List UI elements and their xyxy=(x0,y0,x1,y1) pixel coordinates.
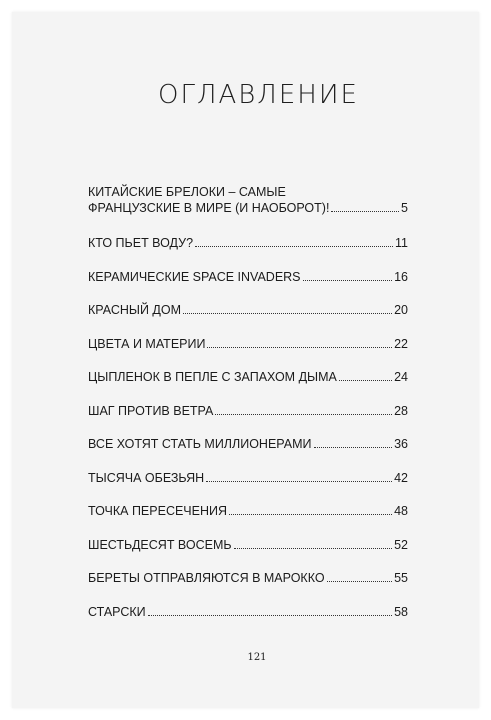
toc-entry-page: 16 xyxy=(394,269,408,284)
toc-entry-page: 20 xyxy=(394,303,408,317)
dot-leader xyxy=(183,313,392,314)
page-number: 121 xyxy=(247,652,267,663)
toc-entry-title: ШЕСТЬДЕСЯТ ВОСЕМЬ xyxy=(88,537,232,552)
dot-leader xyxy=(331,211,399,212)
dot-leader xyxy=(206,481,392,482)
toc-entry-page: 52 xyxy=(394,537,408,552)
toc-entry xyxy=(88,302,408,318)
toc-entry-title: ТЫСЯЧА ОБЕЗЬЯН xyxy=(88,470,205,485)
dot-leader xyxy=(148,615,392,616)
toc-entry xyxy=(88,184,408,216)
toc-entry xyxy=(88,436,408,452)
toc-entry xyxy=(88,537,408,553)
dot-leader xyxy=(207,347,392,348)
toc-entry-page: 55 xyxy=(394,571,408,585)
toc-entry xyxy=(88,369,408,385)
toc-entry-page: 11 xyxy=(395,236,408,250)
book-page xyxy=(12,12,479,708)
toc-entry-page: 22 xyxy=(394,336,408,351)
toc-entry-title: ВСЕ ХОТЯТ СТАТЬ МИЛЛИОНЕРАМИ xyxy=(88,437,312,451)
toc-entry-page: 36 xyxy=(394,437,408,451)
toc-entry-page: 42 xyxy=(394,470,408,485)
toc-entry xyxy=(88,336,408,352)
toc-entry-title: СТАРСКИ xyxy=(88,604,146,619)
toc-entry-page: 24 xyxy=(394,370,408,384)
toc-entry-title: КЕРАМИЧЕСКИЕ SPACE INVADERS xyxy=(88,269,301,284)
toc-entry-title: ШАГ ПРОТИВ ВЕТРА xyxy=(88,403,214,418)
toc-entry xyxy=(88,570,408,586)
dot-leader xyxy=(234,548,393,549)
dot-leader xyxy=(303,280,393,281)
toc-entry-page: 28 xyxy=(394,403,408,418)
dot-leader xyxy=(195,246,393,247)
dot-leader xyxy=(327,581,393,582)
dot-leader xyxy=(339,380,392,381)
dot-leader xyxy=(314,447,393,448)
toc-entry-title-line2: ФРАНЦУЗСКИЕ В МИРЕ (И НАОБОРОТ)! xyxy=(88,201,330,215)
page-title: ОГЛАВЛЕНИЕ xyxy=(158,80,359,110)
toc-entry-title: БЕРЕТЫ ОТПРАВЛЯЮТСЯ В МАРОККО xyxy=(88,571,325,585)
toc-entry-title: ТОЧКА ПЕРЕСЕЧЕНИЯ xyxy=(88,504,228,518)
toc-entry-title: ЦВЕТА И МАТЕРИИ xyxy=(88,336,206,351)
toc-entry xyxy=(88,403,408,419)
toc-entry xyxy=(88,604,408,620)
toc-entry-page: 48 xyxy=(394,504,408,518)
toc-entry xyxy=(88,269,408,285)
dot-leader xyxy=(229,514,392,515)
toc-entry-title: КТО ПЬЕТ ВОДУ? xyxy=(88,236,194,250)
toc-entry-title: ЦЫПЛЕНОК В ПЕПЛЕ С ЗАПАХОМ ДЫМА xyxy=(88,370,337,384)
toc-entry-title-line1: КИТАЙСКИЕ БРЕЛОКИ – САМЫЕ xyxy=(88,185,286,199)
table-of-contents xyxy=(88,184,408,620)
toc-entry-page: 5 xyxy=(401,201,408,215)
toc-entry xyxy=(88,470,408,486)
dot-leader xyxy=(215,414,392,415)
toc-entry xyxy=(88,503,408,519)
toc-entry xyxy=(88,235,408,251)
toc-entry-page: 58 xyxy=(394,604,408,619)
toc-entry-title: КРАСНЫЙ ДОМ xyxy=(88,303,182,317)
